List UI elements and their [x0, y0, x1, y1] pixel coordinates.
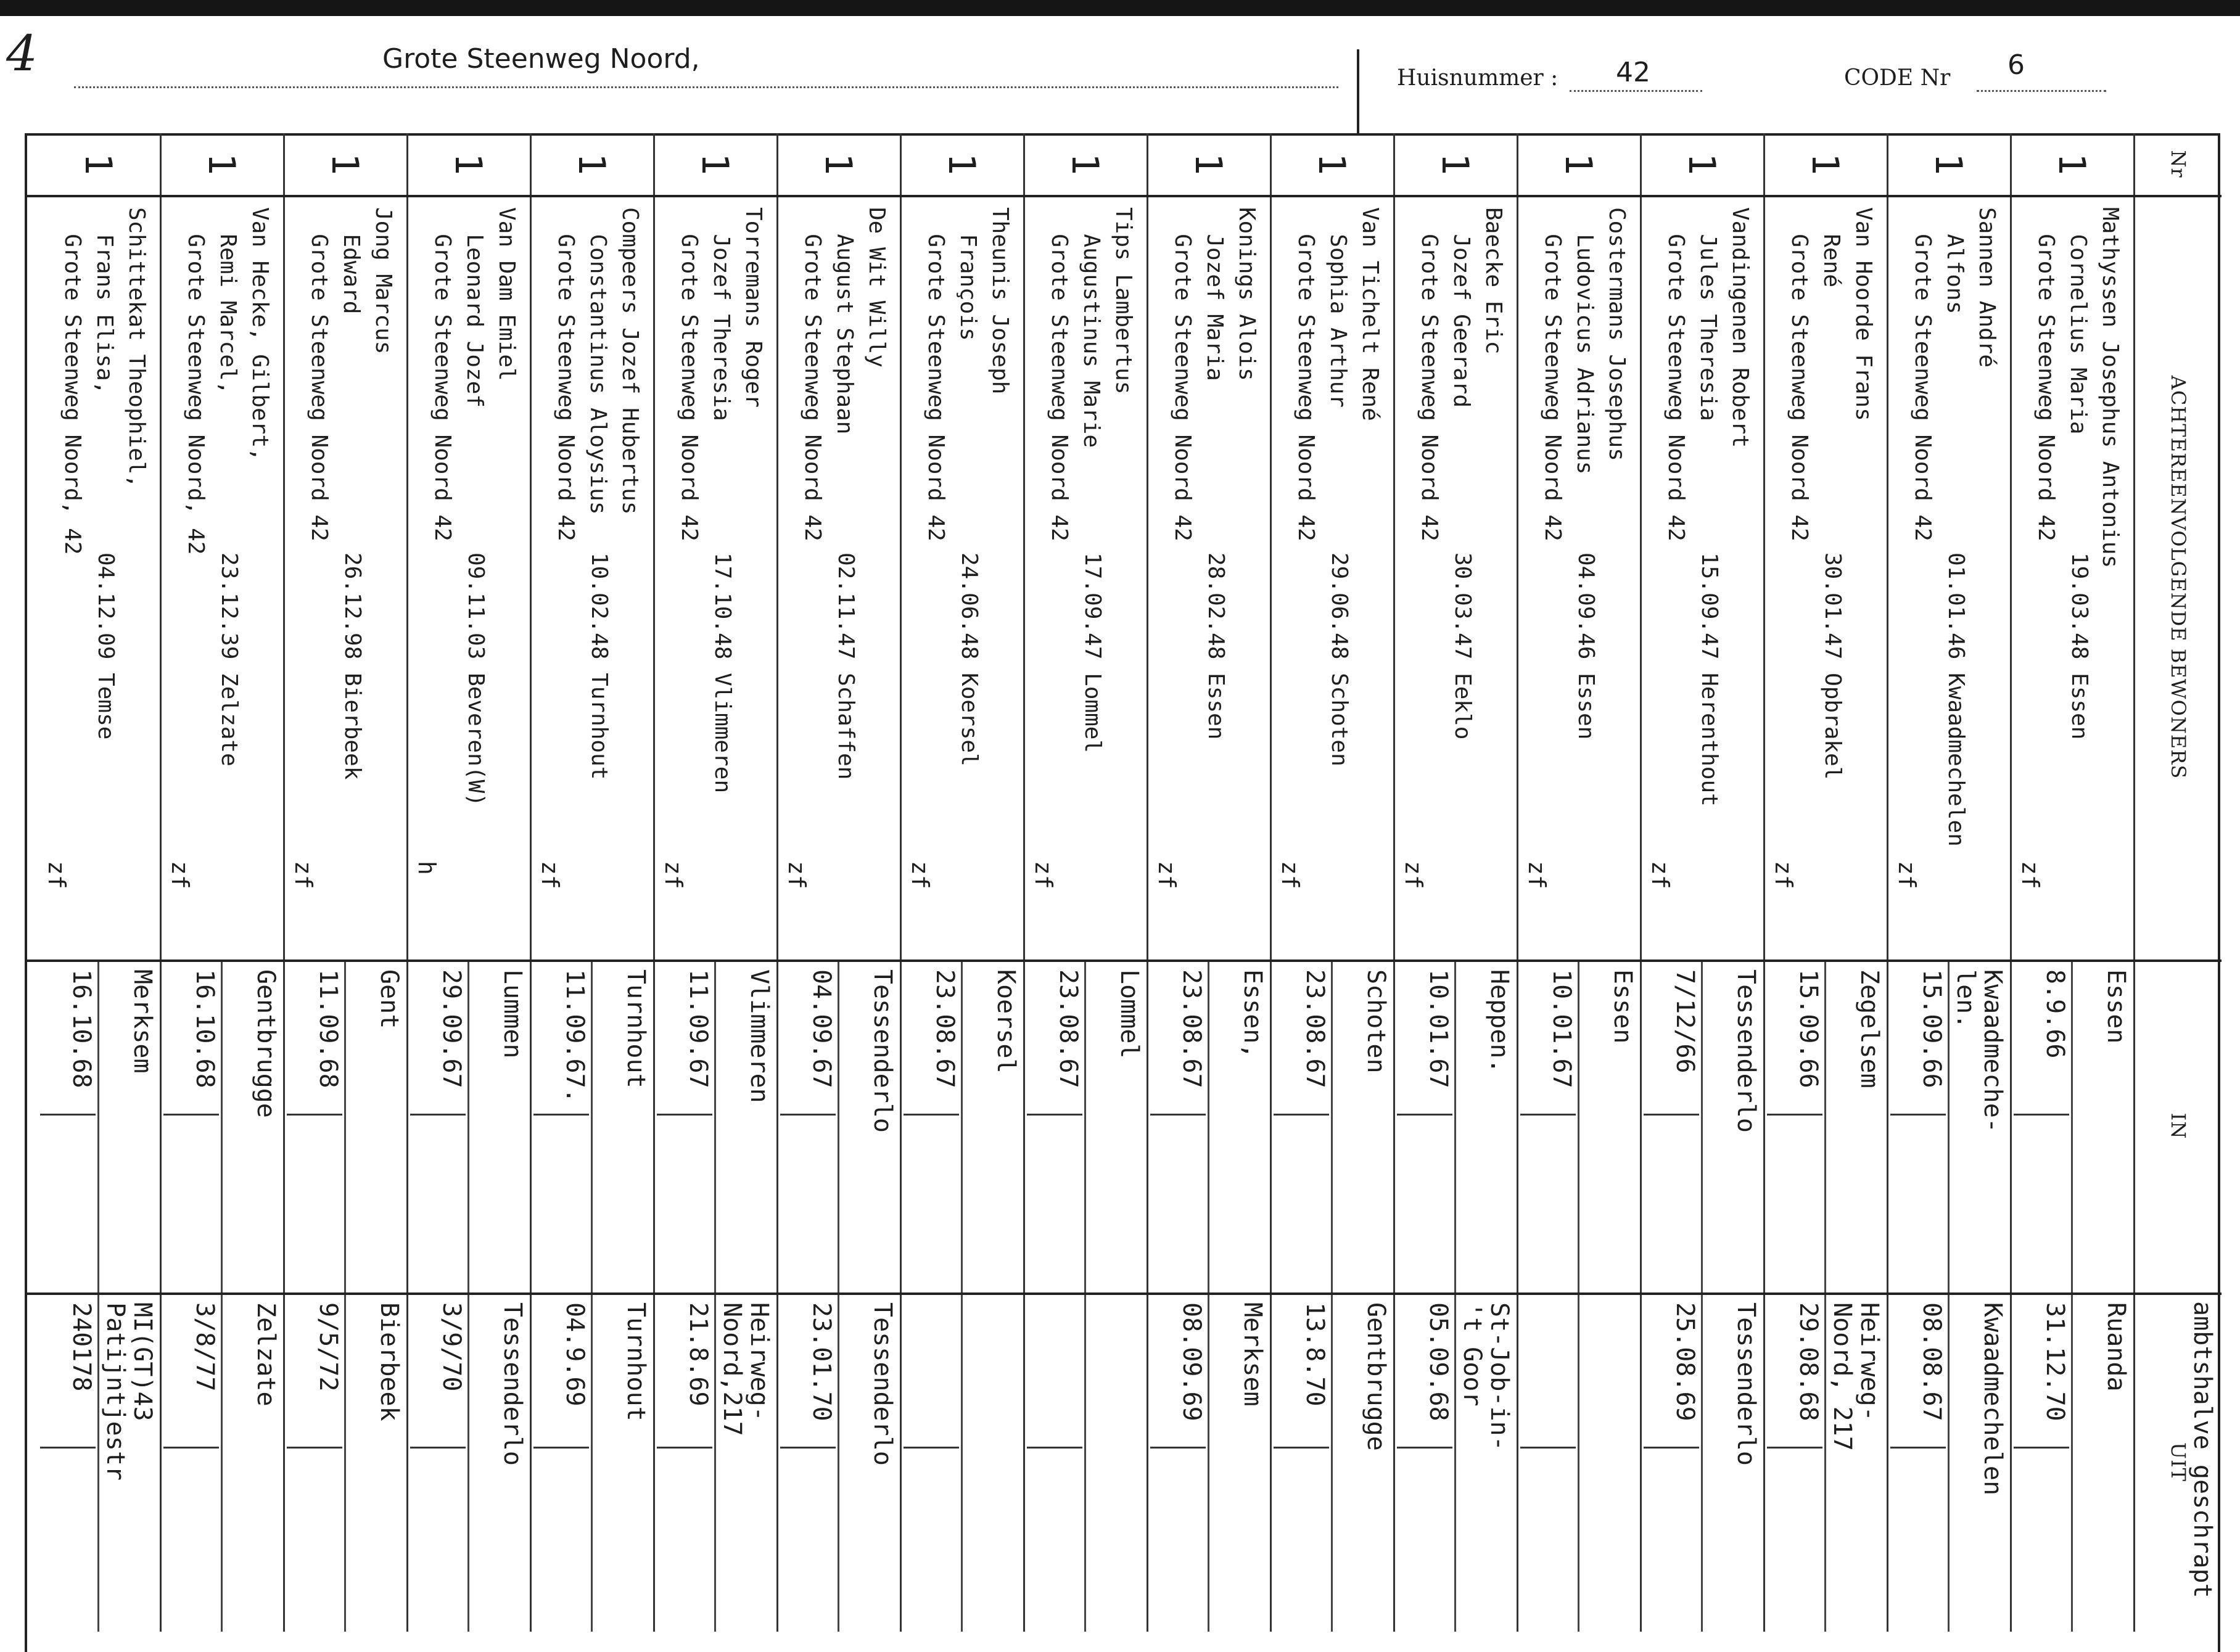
out-separator [1701, 1292, 1703, 1632]
house-number-dotted-line [1570, 90, 1702, 92]
birth-date-place: 23.12.39 Zelzate [216, 553, 242, 766]
in-date-tick [1397, 1114, 1452, 1116]
out-date-tick [40, 1447, 96, 1449]
in-separator [961, 960, 963, 1292]
resident-name-text: Vandingenen Robert Jules Theresia Grote Steenweg Noord 42 [1663, 207, 1753, 541]
out-date: 9/5/72 [314, 1302, 342, 1392]
birth-date-place: 17.10.48 Vlimmeren [710, 553, 735, 794]
birth-date-place: 26.12.98 Bierbeek [340, 553, 365, 780]
row-number: 1 [1433, 152, 1476, 176]
out-place: Bierbeek [375, 1302, 403, 1421]
resident-row [655, 133, 778, 1632]
in-date: 29.09.67 [437, 969, 466, 1088]
column-divider [26, 960, 2221, 962]
in-separator [1454, 960, 1456, 1292]
birth-date-place: 04.12.09 Temse [93, 553, 118, 740]
resident-row [1025, 133, 1148, 1632]
out-place: Ruanda [2102, 1302, 2130, 1392]
column-header-residents: ACHTEREENVOLGENDE BEWONERS [2167, 375, 2190, 779]
status-zf: zf [1400, 861, 1427, 889]
in-date: 23.08.67 [1054, 969, 1082, 1088]
in-separator [1824, 960, 1826, 1292]
in-cell [2010, 960, 2133, 1292]
out-date-tick [1520, 1447, 1576, 1449]
out-separator [1454, 1292, 1456, 1632]
in-cell [1763, 960, 1887, 1292]
status-zf: zf [1893, 861, 1921, 889]
row-number: 1 [817, 152, 860, 176]
in-date-tick [2014, 1114, 2069, 1116]
resident-names [900, 207, 1023, 824]
in-cell [900, 960, 1023, 1292]
out-date-tick [287, 1447, 342, 1449]
out-place: St-Job-in- 't Goor [1458, 1302, 1513, 1451]
out-date-tick [1890, 1447, 1946, 1449]
resident-names [1393, 207, 1517, 824]
resident-row [1148, 133, 1272, 1632]
in-place: Heppen. [1485, 969, 1513, 1074]
resident-names [160, 207, 283, 824]
out-place: Tessenderlo [868, 1302, 897, 1466]
out-date: 23.01.70 [807, 1302, 836, 1421]
resident-name-text: Torremans Roger Jozef Theresia Grote Steenweg Noord 42 [677, 207, 766, 541]
in-place: Zegelsem [1855, 969, 1884, 1088]
out-cell [530, 1292, 653, 1632]
resident-names [406, 207, 530, 824]
out-date-tick [1274, 1447, 1329, 1449]
house-number-label: Huisnummer : [1397, 65, 1559, 91]
in-date: 11.09.67 [684, 969, 712, 1088]
resident-row [1765, 133, 1888, 1632]
out-separator [714, 1292, 716, 1632]
resident-row [1518, 133, 1642, 1632]
in-place: Essen [1608, 969, 1637, 1044]
in-separator [838, 960, 839, 1292]
out-cell [36, 1292, 160, 1632]
row-number: 1 [1063, 152, 1106, 176]
in-cell [1147, 960, 1270, 1292]
out-date-tick [410, 1447, 466, 1449]
resident-row [778, 133, 902, 1632]
out-cell [1517, 1292, 1640, 1632]
out-separator [1331, 1292, 1333, 1632]
resident-names [1023, 207, 1147, 824]
resident-name-text: Konings Alois Jozef Maria Grote Steenweg Noord 42 [1170, 207, 1259, 541]
street-dotted-line [74, 86, 1338, 88]
out-date-tick [1767, 1447, 1822, 1449]
street-name: Grote Steenweg Noord, [382, 43, 700, 75]
birth-date-place: 24.06.48 Koersel [957, 553, 982, 766]
out-separator [961, 1292, 963, 1632]
out-separator [2071, 1292, 2073, 1632]
in-date: 8.9.66 [2041, 969, 2069, 1059]
in-place: Essen, [1238, 969, 1267, 1059]
out-date-tick [1027, 1447, 1082, 1449]
status-zf: zf [43, 861, 70, 889]
in-cell [283, 960, 406, 1292]
in-separator [1578, 960, 1579, 1292]
row-number: 1 [1187, 152, 1230, 176]
out-place: Merksem [1238, 1302, 1267, 1407]
in-cell [160, 960, 283, 1292]
out-place: Gentbrugge [1362, 1302, 1390, 1451]
in-cell [36, 960, 160, 1292]
in-place: Gent [375, 969, 403, 1029]
in-place: Lommel [1115, 969, 1143, 1059]
out-cell [1887, 1292, 2010, 1632]
birth-date-place: 30.03.47 Eeklo [1450, 553, 1475, 740]
in-date-tick [1767, 1114, 1822, 1116]
out-place: Turnhout [622, 1302, 650, 1421]
resident-name-text: Jong Marcus Edward Grote Steenweg Noord 42 [307, 207, 396, 541]
resident-names [1270, 207, 1393, 824]
resident-name-text: Van Hoorde Frans René Grote Steenweg Noord 42 [1787, 207, 1876, 541]
in-cell [1023, 960, 1147, 1292]
out-separator [838, 1292, 839, 1632]
out-cell [653, 1292, 776, 1632]
birth-date-place: 15.09.47 Herenthout [1697, 553, 1722, 807]
in-place: Essen [2102, 969, 2130, 1044]
column-header-out: UIT [2167, 1442, 2190, 1482]
resident-row [1642, 133, 1765, 1632]
out-place: Zelzate [252, 1302, 280, 1407]
row-number: 1 [2050, 152, 2093, 176]
column-divider [26, 195, 2221, 197]
in-cell [406, 960, 530, 1292]
residents-register [26, 133, 2221, 1632]
status-zf: zf [537, 861, 564, 889]
out-place: Heirweg- Noord, 217 [1828, 1302, 1884, 1451]
out-separator [1948, 1292, 1950, 1632]
out-date-tick [2014, 1447, 2069, 1449]
in-date-tick [1644, 1114, 1699, 1116]
out-date-tick [163, 1447, 219, 1449]
in-separator [1331, 960, 1333, 1292]
in-date: 23.08.67 [1177, 969, 1206, 1088]
out-date: 13.8.70 [1301, 1302, 1329, 1407]
out-separator [1824, 1292, 1826, 1632]
in-date: 23.08.67 [931, 969, 959, 1088]
out-cell [1270, 1292, 1393, 1632]
out-date: 31.12.70 [2041, 1302, 2069, 1421]
out-cell [1640, 1292, 1763, 1632]
resident-names [1147, 207, 1270, 824]
resident-row [1272, 133, 1395, 1632]
column-header-in: IN [2167, 1112, 2190, 1140]
resident-names [1763, 207, 1887, 824]
remark-text: ambtshalve geschrapt [2188, 1301, 2217, 1598]
resident-name-text: Theunis Joseph François Grote Steenweg Noord 42 [923, 207, 1013, 541]
status-zf: h [413, 861, 440, 875]
out-date-tick [904, 1447, 959, 1449]
birth-date-place: 01.01.46 Kwaadmechelen [1943, 553, 1969, 847]
out-cell [1763, 1292, 1887, 1632]
in-date: 11.09.68 [314, 969, 342, 1088]
resident-row [285, 133, 408, 1632]
in-separator [1084, 960, 1086, 1292]
out-separator [97, 1292, 99, 1632]
resident-row [1888, 133, 2012, 1632]
in-separator [344, 960, 346, 1292]
birth-date-place: 30.01.47 Opbrakel [1820, 553, 1845, 780]
row-number: 1 [940, 152, 983, 176]
in-date-tick [287, 1114, 342, 1116]
out-date: 08.08.67 [1917, 1302, 1946, 1421]
resident-row [408, 133, 532, 1632]
in-date: 7/12/66 [1671, 969, 1699, 1074]
resident-names [776, 207, 900, 824]
birth-date-place: 02.11.47 Schaffen [833, 553, 859, 780]
in-cell [530, 960, 653, 1292]
in-date: 16.10.68 [67, 969, 96, 1088]
in-place: Kwaadmeche- len. [1951, 969, 2007, 1133]
out-date-tick [533, 1447, 589, 1449]
status-zf: zf [1770, 861, 1797, 889]
in-date-tick [780, 1114, 836, 1116]
column-divider [26, 1292, 2221, 1295]
in-separator [1948, 960, 1950, 1292]
in-date: 11.09.67. [561, 969, 589, 1103]
out-cell [2010, 1292, 2133, 1632]
resident-row [532, 133, 655, 1632]
status-zf: zf [907, 861, 934, 889]
in-date: 15.09.66 [1794, 969, 1822, 1088]
house-number-value: 42 [1616, 57, 1650, 88]
out-date: 05.09.68 [1424, 1302, 1452, 1421]
out-date: 21.8.69 [684, 1302, 712, 1407]
in-date-tick [410, 1114, 466, 1116]
resident-name-text: Van Tichelt René Sophia Arthur Grote Steenweg Noord 42 [1293, 207, 1383, 541]
in-place: Koersel [992, 969, 1020, 1074]
in-place: Tessenderlo [1732, 969, 1760, 1133]
row-number: 1 [76, 152, 120, 176]
out-separator [344, 1292, 346, 1632]
row-number: 1 [447, 152, 490, 176]
birth-date-place: 09.11.03 Beveren(W) [463, 553, 488, 807]
birth-date-place: 04.09.46 Essen [1573, 553, 1599, 740]
out-date-tick [780, 1447, 836, 1449]
in-date-tick [40, 1114, 96, 1116]
out-date: 240178 [67, 1302, 96, 1392]
status-zf: zf [2017, 861, 2044, 889]
out-separator [467, 1292, 469, 1632]
resident-name-text: Costermans Josephus Ludovicus Adrianus Grote Steenweg Noord 42 [1540, 207, 1629, 541]
in-date: 10.01.67 [1424, 969, 1452, 1088]
out-separator [1208, 1292, 1209, 1632]
column-header-nr: Nr [2167, 150, 2190, 178]
in-separator [467, 960, 469, 1292]
out-date-tick [1397, 1447, 1452, 1449]
in-separator [221, 960, 223, 1292]
in-place: Lummen [498, 969, 527, 1059]
resident-names [653, 207, 776, 824]
out-cell [1393, 1292, 1517, 1632]
out-cell [160, 1292, 283, 1632]
in-cell [653, 960, 776, 1292]
birth-date-place: 17.09.47 Lommel [1080, 553, 1105, 754]
resident-name-text: Van Hecke, Gilbert, Remi Marcel, Grote Steenweg Noord, 42 [183, 207, 273, 555]
resident-row [38, 133, 162, 1632]
in-separator [1208, 960, 1209, 1292]
scan-top-edge [0, 0, 2240, 16]
resident-name-text: Sannen André Alfons Grote Steenweg Noord 42 [1910, 207, 1999, 541]
out-place: Heirweg- Noord,217 [718, 1302, 773, 1436]
header-divider [1357, 49, 1359, 133]
out-separator [591, 1292, 593, 1632]
in-place: Turnhout [622, 969, 650, 1088]
out-date-tick [1644, 1447, 1699, 1449]
in-separator [591, 960, 593, 1292]
out-cell [776, 1292, 900, 1632]
resident-name-text: Mathyssen Josephus Antonius Cornelius Maria Grote Steenweg Noord 42 [2033, 207, 2123, 569]
resident-name-text: Van Dam Emiel Leonard Jozef Grote Steenweg Noord 42 [430, 207, 519, 541]
resident-names [1517, 207, 1640, 824]
in-cell [1640, 960, 1763, 1292]
out-date: 04.9.69 [561, 1302, 589, 1407]
in-cell [1393, 960, 1517, 1292]
in-cell [1887, 960, 2010, 1292]
status-zf: zf [167, 861, 194, 889]
in-date: 16.10.68 [191, 969, 219, 1088]
out-cell [900, 1292, 1023, 1632]
in-place: Tessenderlo [868, 969, 897, 1133]
out-date-tick [657, 1447, 712, 1449]
in-separator [2071, 960, 2073, 1292]
resident-name-text: Compeers Jozef Hubertus Constantinus Aloysius Grote Steenweg Noord 42 [553, 207, 643, 541]
in-place: Schoten [1362, 969, 1390, 1074]
resident-names [36, 207, 160, 824]
in-date-tick [1890, 1114, 1946, 1116]
status-zf: zf [1277, 861, 1304, 889]
row-number: 1 [1680, 152, 1723, 176]
birth-date-place: 19.03.48 Essen [2067, 553, 2092, 740]
resident-row [162, 133, 285, 1632]
out-cell [283, 1292, 406, 1632]
row-number: 1 [200, 152, 243, 176]
out-date: 08.09.69 [1177, 1302, 1206, 1421]
resident-name-text: Baecke Eric Jozef Geerard Grote Steenweg Noord 42 [1417, 207, 1506, 541]
code-label: CODE Nr [1844, 65, 1951, 91]
out-place: MI(GT)43 Patijntjestr [101, 1302, 157, 1481]
out-date: 3/9/70 [437, 1302, 466, 1392]
in-cell [1517, 960, 1640, 1292]
code-value: 6 [2007, 49, 2025, 81]
resident-name-text: Schittekat Theophiel, Frans Elisa, Grote Steenweg Noord, 42 [60, 207, 149, 555]
birth-date-place: 28.02.48 Essen [1203, 553, 1229, 740]
in-date-tick [1274, 1114, 1329, 1116]
out-place: Tessenderlo [1732, 1302, 1760, 1466]
in-separator [714, 960, 716, 1292]
resident-name-text: De Wit Willy August Stephaan Grote Steenweg Noord 42 [800, 207, 889, 541]
in-date-tick [1027, 1114, 1082, 1116]
in-date-tick [533, 1114, 589, 1116]
birth-date-place: 29.06.48 Schoten [1327, 553, 1352, 766]
status-zf: zf [660, 861, 687, 889]
in-date-tick [1520, 1114, 1576, 1116]
out-date: 25.08.69 [1671, 1302, 1699, 1421]
status-zf: zf [783, 861, 810, 889]
row-number: 1 [1803, 152, 1847, 176]
out-cell [1147, 1292, 1270, 1632]
out-separator [1084, 1292, 1086, 1632]
out-date-tick [1150, 1447, 1206, 1449]
in-date: 23.08.67 [1301, 969, 1329, 1088]
status-zf: zf [290, 861, 317, 889]
code-dotted-line [1977, 90, 2106, 92]
resident-names [283, 207, 406, 824]
in-date: 15.09.66 [1917, 969, 1946, 1088]
out-separator [1578, 1292, 1579, 1632]
status-zf: zf [1523, 861, 1550, 889]
resident-names [2010, 207, 2133, 824]
resident-name-text: Tips Lambertus Augustinus Marie Grote Steenweg Noord 42 [1047, 207, 1136, 541]
out-separator [221, 1292, 223, 1632]
resident-row [1395, 133, 1518, 1632]
in-place: Merksem [128, 969, 157, 1074]
in-cell [776, 960, 900, 1292]
status-zf: zf [1153, 861, 1180, 889]
resident-names [1640, 207, 1763, 824]
resident-row [902, 133, 1025, 1632]
out-place: Kwaadmechelen [1979, 1302, 2007, 1496]
in-date: 10.01.67 [1547, 969, 1576, 1088]
row-number: 1 [1927, 152, 1970, 176]
resident-names [1887, 207, 2010, 847]
row-number: 1 [1310, 152, 1353, 176]
row-number: 1 [570, 152, 613, 176]
in-place: Gentbrugge [252, 969, 280, 1118]
in-separator [97, 960, 99, 1292]
resident-names [530, 207, 653, 824]
in-separator [1701, 960, 1703, 1292]
out-date: 3/8/77 [191, 1302, 219, 1392]
out-cell [406, 1292, 530, 1632]
row-number: 1 [323, 152, 366, 176]
in-date-tick [904, 1114, 959, 1116]
in-date-tick [163, 1114, 219, 1116]
row-number: 1 [1557, 152, 1600, 176]
out-date: 29.08.68 [1794, 1302, 1822, 1421]
out-place: Tessenderlo [498, 1302, 527, 1466]
in-date: 04.09.67 [807, 969, 836, 1088]
in-date-tick [657, 1114, 712, 1116]
in-date-tick [1150, 1114, 1206, 1116]
status-zf: zf [1647, 861, 1674, 889]
resident-row [2012, 133, 2135, 1632]
out-cell [1023, 1292, 1147, 1632]
page-number: 4 [6, 25, 38, 82]
in-place: Vlimmeren [745, 969, 773, 1103]
row-number: 1 [693, 152, 736, 176]
birth-date-place: 10.02.48 Turnhout [587, 553, 612, 780]
status-zf: zf [1030, 861, 1057, 889]
in-cell [1270, 960, 1393, 1292]
